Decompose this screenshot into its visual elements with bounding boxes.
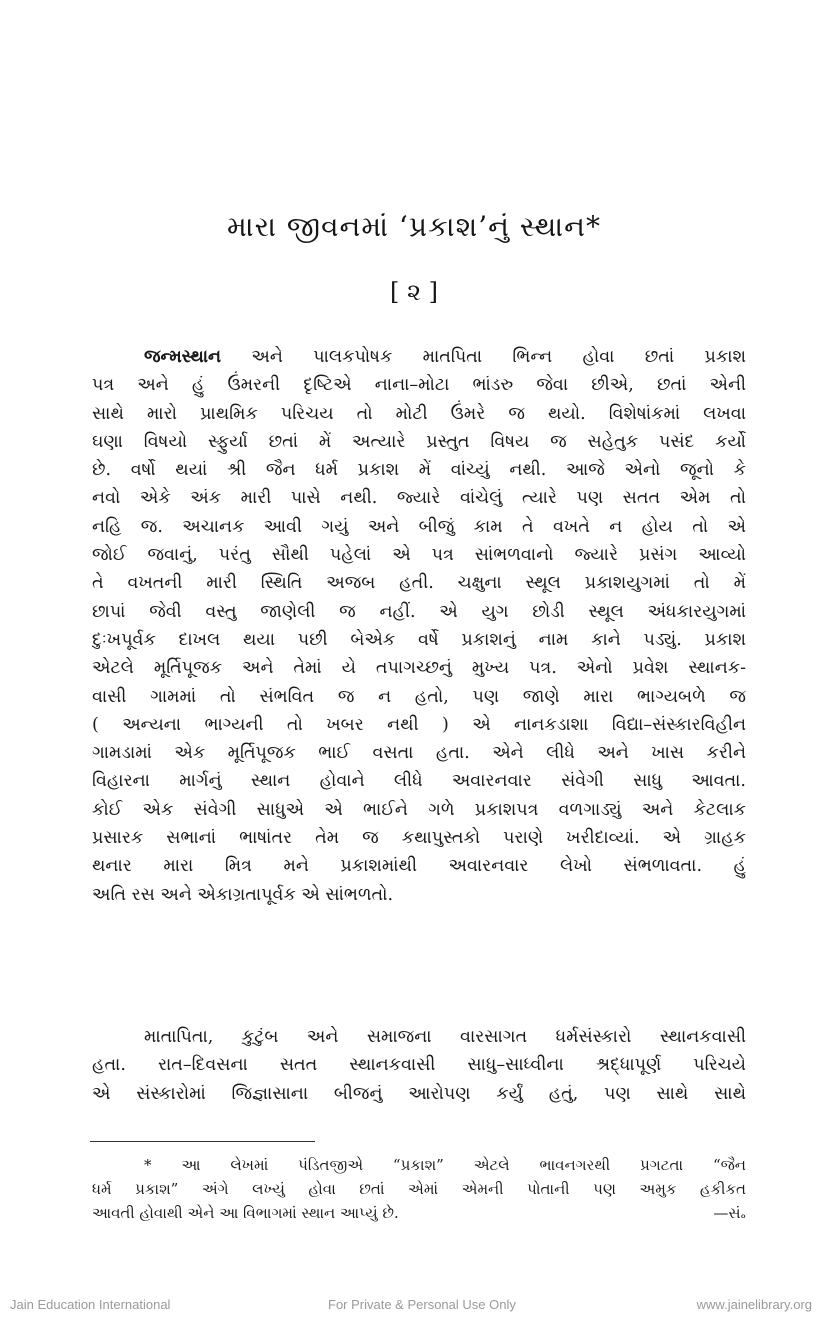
footer-publisher: Jain Education International: [10, 1297, 171, 1312]
editor-signature: —સં૰: [713, 1204, 746, 1222]
text-line: વિહારના માર્ગનું સ્થાન હોવાને લીધે અવારનવાર સંવેગી સાધુ આવતા.: [92, 771, 746, 792]
text-line: જન્મસ્થાન અને પાલકપોષક માતપિતા ભિન્ન હોવા છતાં પ્રકાશ: [144, 347, 746, 367]
text-line: છે. વર્ષો થયાં શ્રી જૈન ધર્મ પ્રકાશ મેં વાંચ્યું નથી. આજે એનો જૂનો કે: [92, 460, 746, 481]
footnote: [92, 1153, 746, 1225]
text-line: ઘણા વિષયો સ્ફુર્યા છતાં મેં અત્યારે પ્રસ્તુત વિષય જ સહેતુક પસંદ કર્યો: [92, 431, 746, 452]
paragraph-1: [92, 343, 746, 909]
footnote-line: ધર્મ પ્રકાશ” અંગે લખ્યું હોવા છતાં એમાં એમની પોતાની પણ અમુક હકીકત: [92, 1180, 746, 1198]
lead-word: જન્મસ્થાન: [144, 347, 222, 367]
text-line: થનાર મારા મિત્ર મને પ્રકાશમાંથી અવારનવાર લેખો સંભળાવતા. હું: [92, 856, 746, 877]
text-line: નહિ જ. અચાનક આવી ગયું અને બીજું કામ તે વખતે ન હોય તો એ: [92, 516, 746, 537]
text-line: છાપાં જેવી વસ્તુ જાણેલી જ નહીં. એ યુગ છોડી સ્થૂલ અંધકારયુગમાં: [92, 601, 746, 622]
text-line: હતા. રાત–દિવસના સતત સ્થાનકવાસી સાધુ–સાધ્વીના શ્રદ્ધાપૂર્ણ પરિચયે: [92, 1055, 746, 1076]
page-title: મારા જીવનમાં ‘પ્રકાશ’નું સ્થાન*: [227, 210, 601, 243]
footer-usage-note: For Private & Personal Use Only: [328, 1297, 516, 1312]
text-line: તે વખતની મારી સ્થિતિ અજબ હતી. ચક્ષુના સ્થૂલ પ્રકાશયુગમાં તો મેં: [92, 573, 746, 594]
footnote-line: આવતી હોવાથી એને આ વિભાગમાં સ્થાન આપ્યું છે. —સં૰: [92, 1201, 746, 1225]
text-line: ( અન્યના ભાગ્યની તો ખબર નથી ) એ નાનકડાશા વિદ્યા–સંસ્કારવિહીન: [92, 714, 746, 735]
text-line: નવો એકે અંક મારી પાસે નથી. જ્યારે વાંચેલું ત્યારે પણ સતત એમ તો: [92, 488, 746, 509]
footnote-line: * આ લેખમાં પંડિતજીએ “પ્રકાશ” એટલે ભાવનગરથી પ્રગટતા “જૈન: [144, 1156, 746, 1174]
text-line: પ્રસારક સભાનાં ભાષાંતર તેમ જ કથાપુસ્તકો પરાણે ખરીદાવ્યાં. એ ગ્રાહક: [92, 828, 746, 849]
text-line: એટલે મૂર્તિપૂજક અને તેમાં યે તપાગચ્છનું મુખ્ય પત્ર. એનો પ્રવેશ સ્થાનક-: [92, 658, 746, 679]
paragraph-2: [92, 1023, 746, 1108]
footnote-separator: [90, 1141, 315, 1142]
text-line: કોઈ એક સંવેગી સાધુએ એ ભાઈને ગળે પ્રકાશપત્ર વળગાડ્યું અને કેટલાક: [92, 799, 746, 820]
text-line: સાથે મારો પ્રાથમિક પરિચય તો મોટી ઉંમરે જ થયો. વિશેષાંકમાં લખવા: [92, 403, 746, 424]
part-number: [ ૨ ]: [389, 278, 439, 306]
text-line: અતિ રસ અને એકાગ્રતાપૂર્વક એ સાંભળતો.: [92, 884, 394, 905]
text-line: વાસી ગામમાં તો સંભવિત જ ન હતો, પણ જાણે મારા ભાગ્યબળે જ: [92, 686, 746, 707]
text-line: માતાપિતા, કુટુંબ અને સમાજના વારસાગત ધર્મસંસ્કારો સ્થાનકવાસી: [144, 1027, 746, 1047]
text-line: ગામડામાં એક મૂર્તિપૂજક ભાઈ વસતા હતા. એને લીધે અને ખાસ કરીને: [92, 743, 746, 764]
text-line: એ સંસ્કારોમાં જિજ્ઞાસાના બીજનું આરોપણ કર્યું હતું, પણ સાથે સાથે: [92, 1083, 746, 1104]
footer-website-link[interactable]: www.jainelibrary.org: [696, 1297, 812, 1312]
text-line: જોઈ જવાનું, પરંતુ સૌથી પહેલાં એ પત્ર સાંભળવાનો જ્યારે પ્રસંગ આવ્યો: [92, 545, 746, 566]
page-footer: [0, 1297, 828, 1321]
text-line: પત્ર અને હું ઉંમરની દૃષ્ટિએ નાના–મોટા ભાંડરુ જેવા છીએ, છતાં એની: [92, 375, 746, 396]
text-line: દુઃખપૂર્વક દાખલ થયા પછી બેએક વર્ષે પ્રકાશનું નામ કાને પડ્યું. પ્રકાશ: [92, 629, 746, 650]
